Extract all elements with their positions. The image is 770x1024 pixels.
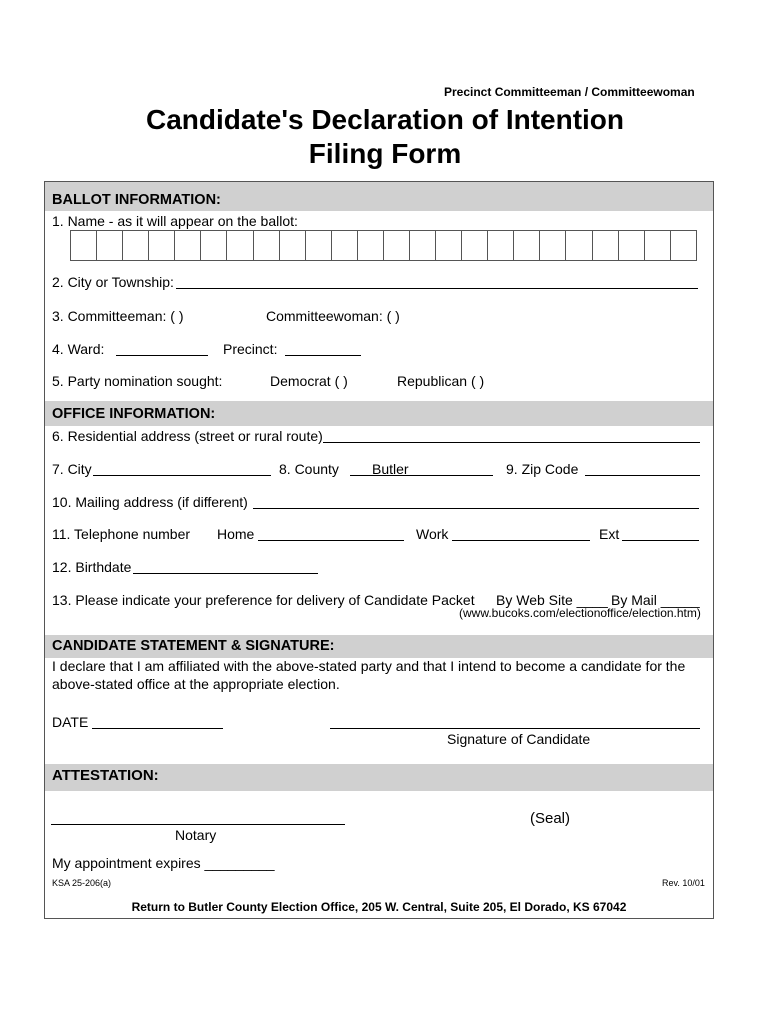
precinct-field[interactable] (285, 355, 361, 356)
attestation-section-header (45, 764, 713, 791)
return-address: Return to Butler County Election Office, 205 W. Central, Suite 205, El Dorado, KS 67042 (131, 900, 627, 914)
republican-option[interactable]: Republican ( ) (397, 373, 485, 389)
mailing-address-label: 10. Mailing address (if different) (52, 494, 248, 510)
city-label: 7. City (52, 461, 92, 477)
ballot-section-header (45, 182, 713, 211)
letter-box[interactable] (384, 231, 410, 260)
birthdate-field[interactable] (133, 573, 318, 574)
ward-label: 4. Ward: (52, 341, 105, 357)
office-section-header (45, 401, 713, 426)
committeeman-option[interactable]: 3. Committeeman: ( ) (52, 308, 184, 324)
zip-label: 9. Zip Code (506, 461, 579, 477)
birthdate-label: 12. Birthdate (52, 559, 132, 575)
delivery-preference-label: 13. Please indicate your preference for delivery of Candidate Packet (52, 592, 475, 608)
declaration-line1: I declare that I am affiliated with the above-stated party and that I intend to become a candidate for the (52, 658, 686, 674)
letter-box[interactable] (566, 231, 592, 260)
form-title (0, 104, 770, 170)
letter-box[interactable] (306, 231, 332, 260)
party-label: 5. Party nomination sought: (52, 373, 223, 389)
city-field[interactable] (93, 475, 271, 476)
letter-box[interactable] (254, 231, 280, 260)
attestation-section-title: ATTESTATION: (52, 767, 159, 784)
letter-box[interactable] (540, 231, 566, 260)
signature-field[interactable] (330, 728, 700, 729)
letter-box[interactable] (619, 231, 645, 260)
name-letter-boxes[interactable] (70, 230, 697, 261)
statement-section-title: CANDIDATE STATEMENT & SIGNATURE: (52, 638, 335, 654)
notary-caption: Notary (175, 827, 217, 843)
date-field[interactable] (92, 728, 223, 729)
form-subtitle: Precinct Committeeman / Committeewoman (444, 85, 695, 99)
ext-label: Ext (599, 526, 620, 542)
ballot-section-title: BALLOT INFORMATION: (52, 192, 221, 208)
letter-box[interactable] (645, 231, 671, 260)
residential-address-field[interactable] (323, 442, 700, 443)
telephone-label: 11. Telephone number (52, 526, 191, 542)
home-label: Home (217, 526, 255, 542)
ward-field[interactable] (116, 355, 208, 356)
committeewoman-option[interactable]: Committeewoman: ( ) (266, 308, 400, 324)
by-mail-option[interactable]: By Mail _____ (611, 592, 700, 608)
precinct-label: Precinct: (223, 341, 278, 357)
letter-box[interactable] (175, 231, 201, 260)
letter-box[interactable] (201, 231, 227, 260)
zip-field[interactable] (585, 475, 700, 476)
democrat-option[interactable]: Democrat ( ) (270, 373, 348, 389)
ext-field[interactable] (622, 540, 699, 541)
letter-box[interactable] (514, 231, 540, 260)
office-section-title: OFFICE INFORMATION: (52, 406, 216, 422)
letter-box[interactable] (71, 231, 97, 260)
letter-box[interactable] (280, 231, 306, 260)
letter-box[interactable] (149, 231, 175, 260)
county-value: Butler (372, 461, 409, 477)
revision: Rev. 10/01 (662, 878, 705, 888)
residential-address-label: 6. Residential address (street or rural route) (52, 428, 323, 444)
name-label: 1. Name - as it will appear on the ballot: (52, 213, 298, 229)
county-label: 8. County (279, 461, 339, 477)
appointment-expires[interactable]: My appointment expires _________ (52, 855, 275, 871)
statement-section-header (45, 635, 713, 658)
letter-box[interactable] (123, 231, 149, 260)
seal-label: (Seal) (530, 810, 571, 827)
letter-box[interactable] (593, 231, 619, 260)
ksa-reference: KSA 25-206(a) (52, 878, 112, 888)
work-label: Work (416, 526, 449, 542)
letter-box[interactable] (436, 231, 462, 260)
letter-box[interactable] (227, 231, 253, 260)
letter-box[interactable] (358, 231, 384, 260)
letter-box[interactable] (671, 231, 696, 260)
letter-box[interactable] (97, 231, 123, 260)
by-web-site-option[interactable]: By Web Site ____ (496, 592, 608, 608)
date-label: DATE (52, 714, 89, 730)
declaration-line2: above-stated office at the appropriate election. (52, 676, 340, 692)
letter-box[interactable] (332, 231, 358, 260)
letter-box[interactable] (488, 231, 514, 260)
website-url: (www.bucoks.com/electionoffice/election.htm) (459, 606, 701, 620)
notary-signature-field[interactable] (51, 824, 345, 825)
form-title-line1: Candidate's Declaration of Intention (145, 104, 625, 135)
city-township-label: 2. City or Township: (52, 274, 174, 290)
home-phone-field[interactable] (258, 540, 404, 541)
signature-caption: Signature of Candidate (447, 731, 591, 747)
form-title-line2: Filing Form (308, 138, 462, 169)
letter-box[interactable] (410, 231, 436, 260)
work-phone-field[interactable] (452, 540, 590, 541)
form-frame (44, 181, 714, 919)
mailing-address-field[interactable] (253, 508, 699, 509)
city-township-field[interactable] (176, 288, 698, 289)
letter-box[interactable] (462, 231, 488, 260)
